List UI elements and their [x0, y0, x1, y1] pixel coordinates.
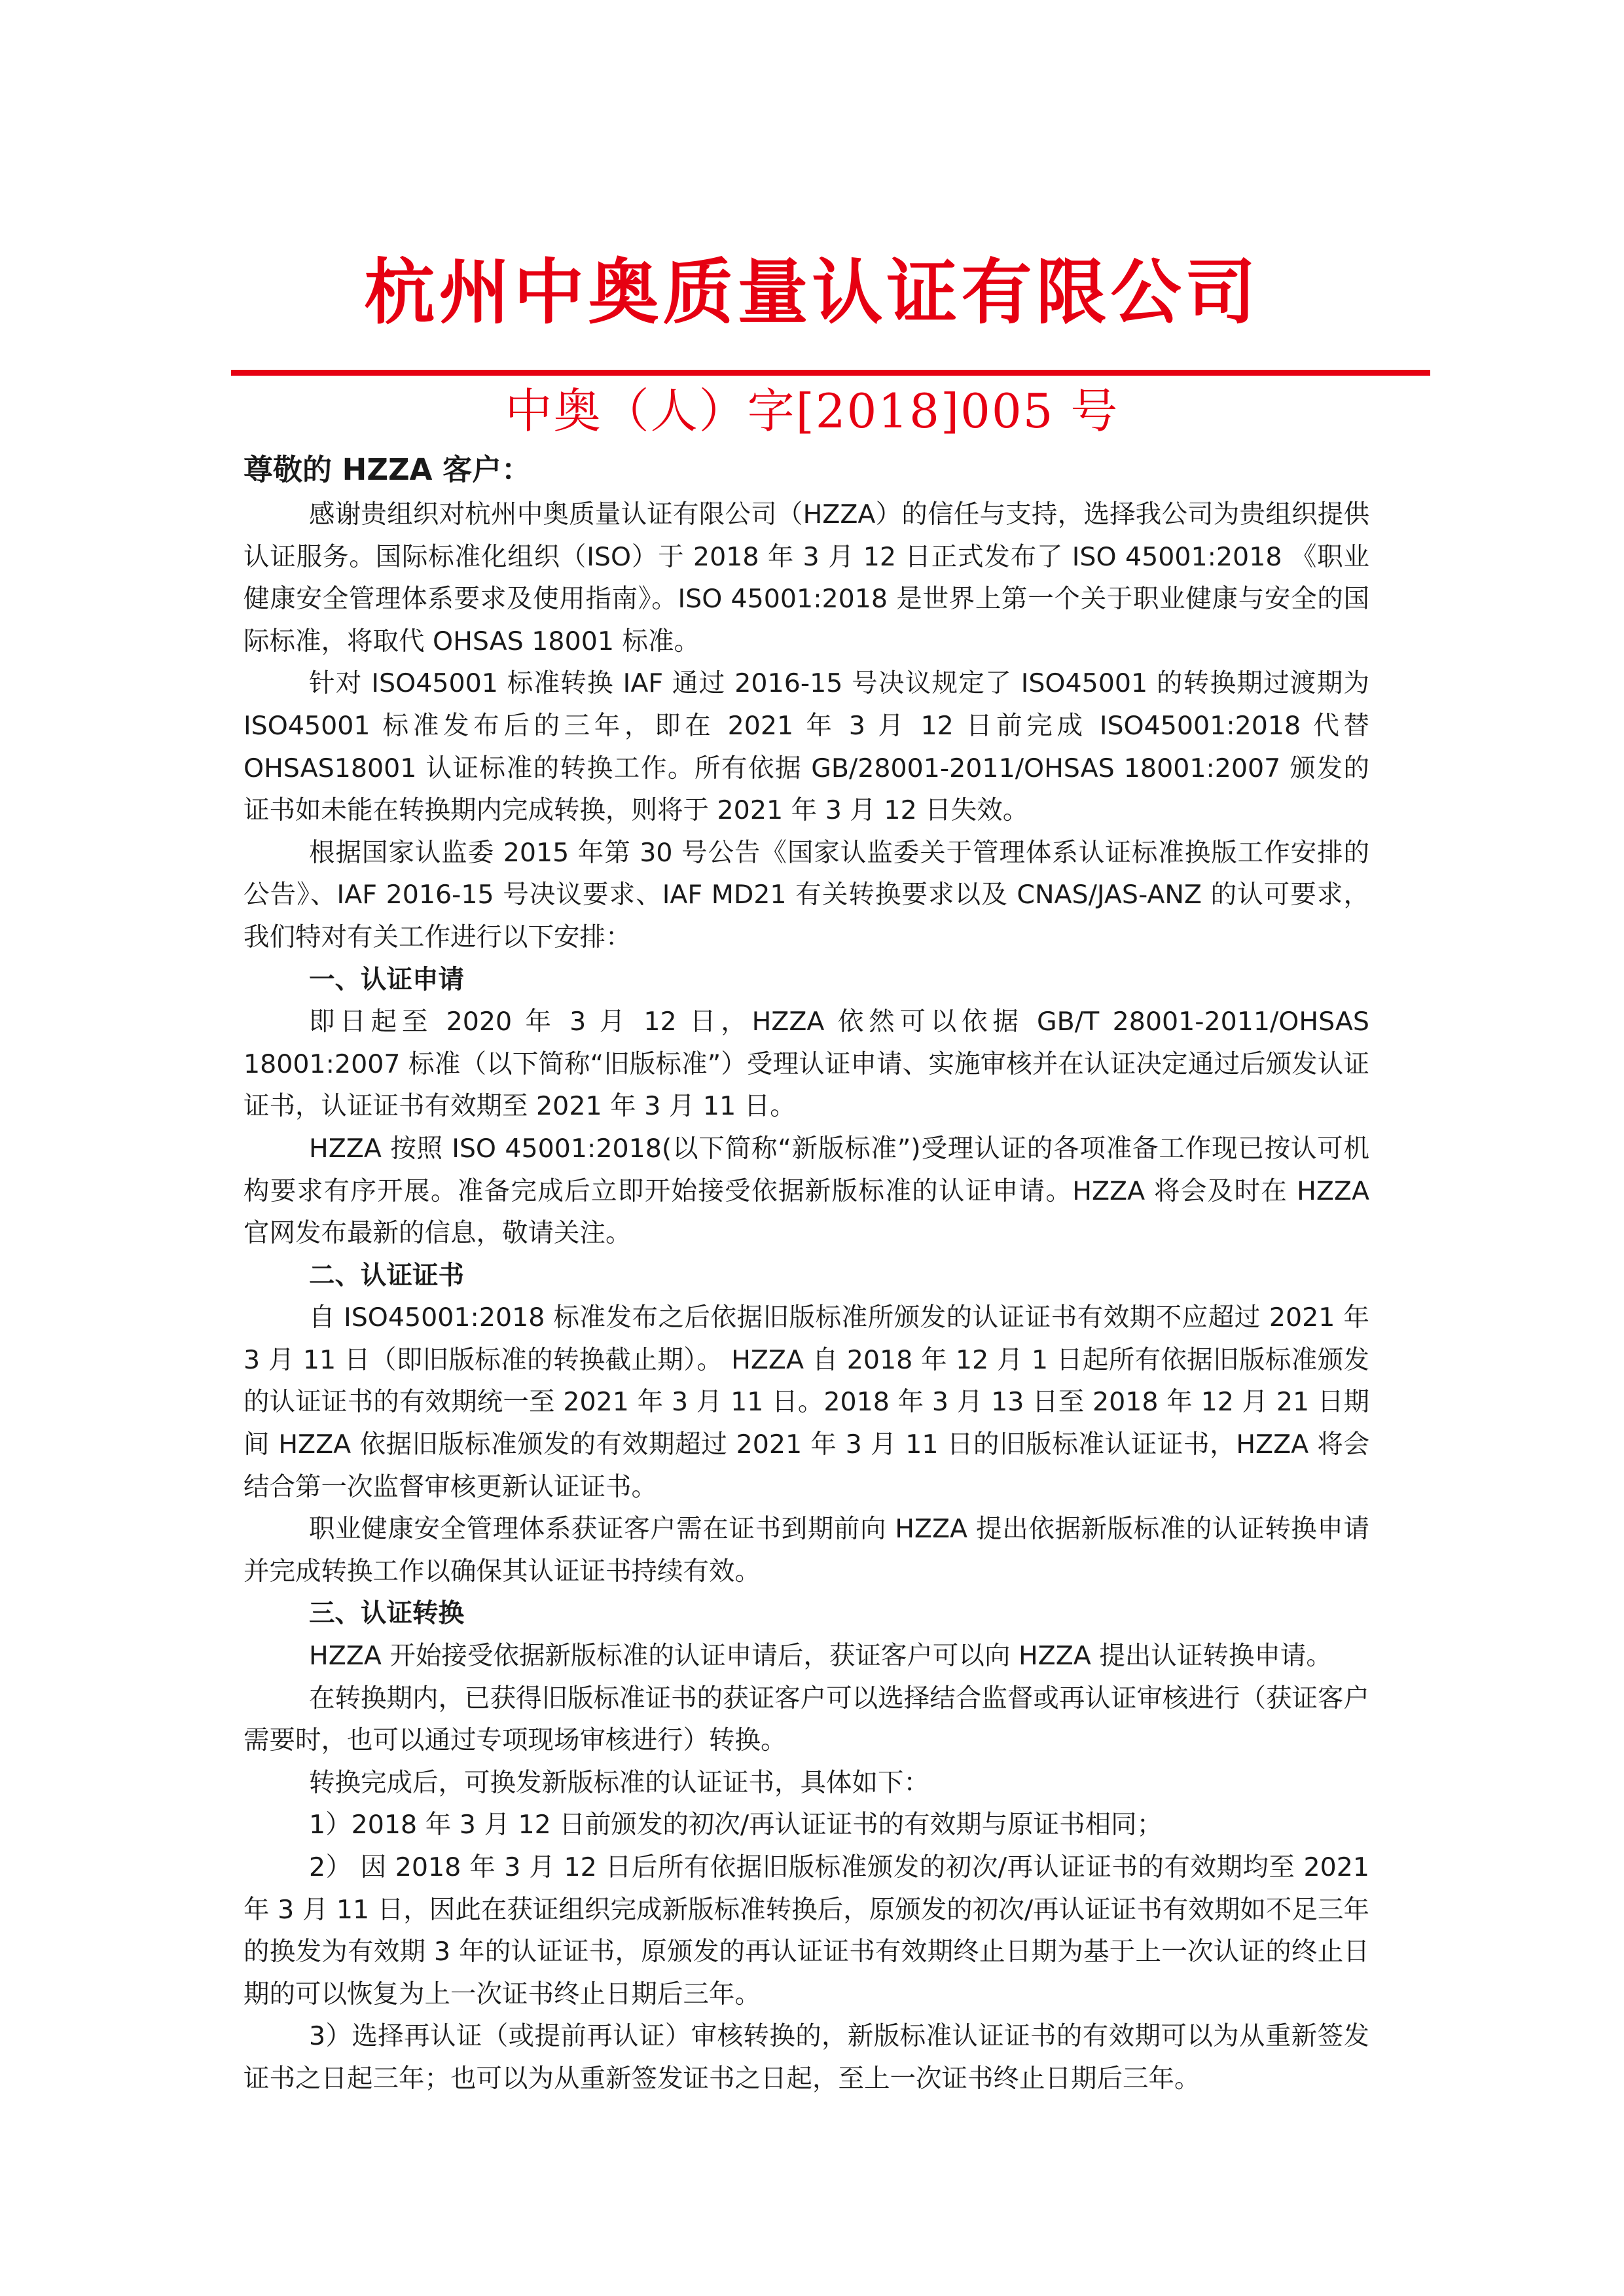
section-heading-certificate: 二、认证证书 [309, 1260, 464, 1291]
list-item: 3）选择再认证（或提前再认证）审核转换的，新版标准认证证书的有效期可以为从重新签发证书之日起三年；也可以为从重新签发证书之日起，至上一次证书终止日期后三年。 [244, 2021, 1369, 2094]
letter-body [244, 448, 1369, 2100]
list-item: 2） 因 2018 年 3 月 12 日后所有依据旧版标准颁发的初次/再认证证书的有效期均至 2021 年 3 月 11 日，因此在获证组织完成新版标准转换后，原颁发的初次/再认证证书有效期如不足三年的换发为有效期 3 年的认证证书，原颁发的再认证证书有效期终止日期为基于上一次认证的终止日期的可以恢复为上一次证书终止日期后三年。 [244, 1852, 1369, 2009]
paragraph: 自 ISO45001:2018 标准发布之后依据旧版标准所颁发的认证证书有效期不应超过 2021 年 3 月 11 日（即旧版标准的转换截止期）。 HZZA 自 2018 年 12 月 1 日起所有依据旧版标准颁发的认证证书的有效期统一至 2021 年 3 月 11 日。2018 年 3 月 13 日至 2018 年 12 月 21 日期间 HZZA 依据旧版标准颁发的有效期超过 2021 年 3 月 11 日的旧版标准认证证书，HZZA 将会结合第一次监督审核更新认证证书。 [244, 1302, 1369, 1502]
paragraph-intro: 感谢贵组织对杭州中奥质量认证有限公司（HZZA）的信任与支持，选择我公司为贵组织提供认证服务。国际标准化组织（ISO）于 2018 年 3 月 12 日正式发布了 ISO 45001:2018 《职业健康安全管理体系要求及使用指南》。ISO 45001:2018 是世界上第一个关于职业健康与安全的国际标准，将取代 OHSAS 18001 标准。 [244, 499, 1369, 656]
document-number: 中奥（人）字[2018]005 号 [505, 384, 1119, 439]
paragraph: 在转换期内，已获得旧版标准证书的获证客户可以选择结合监督或再认证审核进行（获证客户需要时，也可以通过专项现场审核进行）转换。 [244, 1683, 1369, 1756]
paragraph: 职业健康安全管理体系获证客户需在证书到期前向 HZZA 提出依据新版标准的认证转换申请并完成转换工作以确保其认证证书持续有效。 [244, 1514, 1369, 1587]
paragraph: 转换完成后，可换发新版标准的认证证书，具体如下： [309, 1767, 929, 1798]
section-heading-application: 一、认证申请 [309, 964, 464, 995]
paragraph: 即日起至 2020 年 3 月 12 日，HZZA 依然可以依据 GB/T 28001-2011/OHSAS 18001:2007 标准（以下简称“旧版标准”）受理认证申请、实施审核并在认证决定通过后颁发认证证书，认证证书有效期至 2021 年 3 月 11 日。 [244, 1007, 1369, 1122]
red-divider [231, 370, 1430, 376]
company-title: 杭州中奥质量认证有限公司 [364, 252, 1260, 334]
paragraph-transition-rule: 针对 ISO45001 标准转换 IAF 通过 2016-15 号决议规定了 ISO45001 的转换期过渡期为 ISO45001 标准发布后的三年，即在 2021 年 3 月 12 日前完成 ISO45001:2018 代替 OHSAS18001 认证标准的转换工作。所有依据 GB/28001-2011/OHSAS 18001:2007 颁发的证书如未能在转换期内完成转换，则将于 2021 年 3 月 12 日失效。 [244, 668, 1369, 826]
paragraph-basis: 根据国家认监委 2015 年第 30 号公告《国家认监委关于管理体系认证标准换版工作安排的公告》、IAF 2016-15 号决议要求、IAF MD21 有关转换要求以及 CNAS/JAS-ANZ 的认可要求，我们特对有关工作进行以下安排： [244, 837, 1369, 952]
section-heading-conversion: 三、认证转换 [309, 1598, 464, 1629]
paragraph: HZZA 开始接受依据新版标准的认证申请后，获证客户可以向 HZZA 提出认证转换申请。 [309, 1641, 1332, 1672]
list-item: 1）2018 年 3 月 12 日前颁发的初次/再认证证书的有效期与原证书相同； [309, 1810, 1163, 1840]
paragraph: HZZA 按照 ISO 45001:2018(以下简称“新版标准”)受理认证的各项准备工作现已按认可机构要求有序开展。准备完成后立即开始接受依据新版标准的认证申请。HZZA 将会及时在 HZZA 官网发布最新的信息，敬请关注。 [244, 1133, 1369, 1249]
salutation: 尊敬的 HZZA 客户： [244, 452, 532, 487]
